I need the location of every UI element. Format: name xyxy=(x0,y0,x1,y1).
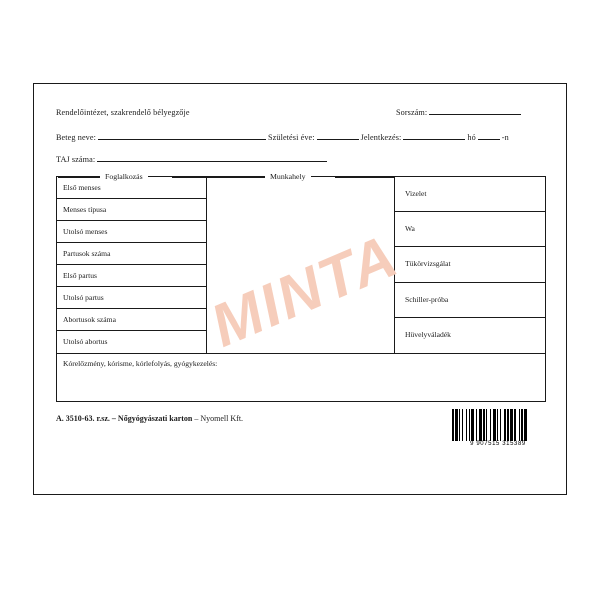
form-code: A. 3510-63. r.sz. – xyxy=(56,414,116,423)
taj-label: TAJ száma: xyxy=(56,155,96,164)
table-row[interactable] xyxy=(57,287,206,309)
row-label: Utolsó abortus xyxy=(63,337,108,346)
clinical-notes-label: Kórelőzmény, kórisme, kórlefolyás, gyógykezelés: xyxy=(63,359,218,368)
barcode-digits: 9 907515 315389 xyxy=(470,441,526,447)
row-label: Wa xyxy=(405,224,415,234)
row-label: Utolsó partus xyxy=(63,293,104,302)
table-row[interactable] xyxy=(57,221,206,243)
row-label: Vizelet xyxy=(405,189,427,198)
row-label: Abortusok száma xyxy=(63,315,116,324)
row-label: Schiller-próba xyxy=(405,294,449,304)
barcode xyxy=(449,406,545,452)
row-label: Első partus xyxy=(63,271,97,280)
table-row[interactable] xyxy=(395,318,546,353)
form-publisher: – Nyomell Kft. xyxy=(194,414,244,423)
birth-year-label: Születési éve: xyxy=(267,133,315,142)
month-label: hó xyxy=(467,133,476,142)
table-row[interactable] xyxy=(57,199,206,221)
admission-rule[interactable] xyxy=(403,139,465,140)
form-inner xyxy=(56,102,546,480)
occupation-workplace-write-area[interactable] xyxy=(207,177,395,353)
row-label: Menses típusa xyxy=(63,205,107,214)
clinic-stamp-text: Rendelőintézet, szakrendelő bélyegzője xyxy=(56,108,190,117)
taj-rule[interactable] xyxy=(97,161,327,162)
patient-identity-row xyxy=(56,133,509,142)
record-table xyxy=(56,172,546,402)
day-rule[interactable] xyxy=(478,139,500,140)
examination-results-column xyxy=(395,177,546,353)
table-row[interactable] xyxy=(395,283,546,318)
table-row[interactable] xyxy=(57,243,206,265)
table-row[interactable] xyxy=(57,177,206,199)
serial-number-field xyxy=(396,108,523,117)
sample-watermark: MINTA xyxy=(201,221,408,360)
workplace-caption: Munkahely xyxy=(265,172,311,181)
row-label: Első menses xyxy=(63,183,101,192)
form-imprint xyxy=(56,414,243,423)
serial-number-rule[interactable] xyxy=(429,114,521,115)
birth-year-rule[interactable] xyxy=(317,139,359,140)
menstrual-history-column xyxy=(57,177,207,353)
occupation-caption: Foglalkozás xyxy=(100,172,148,181)
taj-number-row xyxy=(56,155,329,164)
gynecology-record-form xyxy=(33,83,567,495)
patient-name-label: Beteg neve: xyxy=(56,133,96,142)
form-title: Nőgyógyászati karton xyxy=(117,414,193,423)
row-label: Tükörvizsgálat xyxy=(405,259,451,269)
row-label: Partusok száma xyxy=(63,249,111,258)
clinical-notes-area[interactable] xyxy=(57,353,545,401)
admission-label: Jelentkezés: xyxy=(360,133,402,142)
table-row[interactable] xyxy=(57,331,206,353)
table-row[interactable] xyxy=(57,309,206,331)
table-row[interactable] xyxy=(57,265,206,287)
table-row[interactable] xyxy=(395,247,546,282)
day-suffix-label: -n xyxy=(501,133,509,142)
clinic-stamp-label xyxy=(56,108,190,117)
table-row[interactable] xyxy=(395,212,546,247)
barcode-bars xyxy=(452,409,544,441)
row-label: Hüvelyváladék xyxy=(405,329,451,339)
table-row[interactable] xyxy=(395,177,546,212)
patient-name-rule[interactable] xyxy=(98,139,266,140)
serial-number-label: Sorszám: xyxy=(396,108,428,117)
row-label: Utolsó menses xyxy=(63,227,108,236)
